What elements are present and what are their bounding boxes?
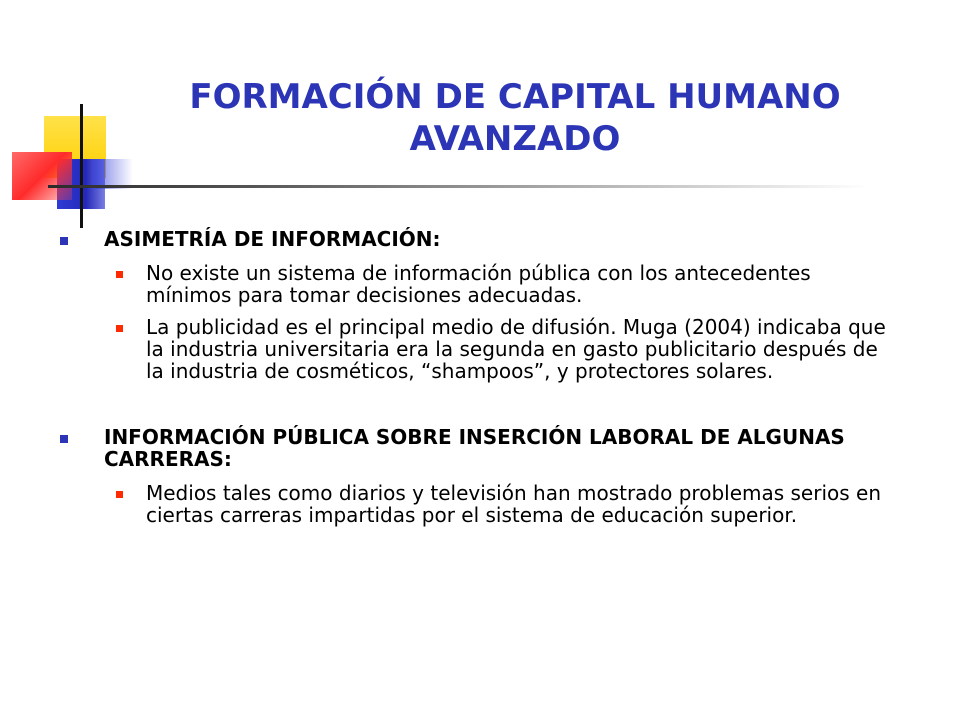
list-item bbox=[116, 482, 890, 526]
square-bullet-icon bbox=[116, 491, 123, 498]
section-asimetria bbox=[60, 228, 890, 382]
square-bullet-icon bbox=[116, 325, 123, 332]
slide-title: FORMACIÓN DE CAPITAL HUMANO AVANZADO bbox=[189, 77, 841, 159]
square-bullet-icon bbox=[60, 435, 68, 443]
square-bullet-icon bbox=[60, 237, 68, 245]
list-item-text: La publicidad es el principal medio de difusión. Muga (2004) indicaba que la industria universitaria era la segunda en gasto publicitario después de la industria de cosméticos, “shampoos”, y protectores solares. bbox=[146, 315, 886, 383]
list-item bbox=[116, 262, 890, 306]
vertical-rule bbox=[80, 104, 83, 228]
section-heading: INFORMACIÓN PÚBLICA SOBRE INSERCIÓN LABORAL DE ALGUNAS CARRERAS: bbox=[104, 425, 845, 471]
red-square bbox=[12, 152, 72, 200]
square-bullet-icon bbox=[116, 271, 123, 278]
list-item bbox=[116, 316, 890, 382]
list-item-text: No existe un sistema de información pública con los antecedentes mínimos para tomar decisiones adecuadas. bbox=[146, 261, 811, 307]
list-item-text: Medios tales como diarios y televisión han mostrado problemas serios en ciertas carreras impartidas por el sistema de educación superior. bbox=[146, 481, 882, 527]
section-heading: ASIMETRÍA DE INFORMACIÓN: bbox=[104, 227, 441, 251]
slide-body bbox=[60, 228, 890, 526]
title-underline bbox=[48, 185, 868, 188]
section-insercion-laboral bbox=[60, 426, 890, 526]
section-heading-row bbox=[60, 426, 890, 470]
section-heading-row bbox=[60, 228, 890, 250]
